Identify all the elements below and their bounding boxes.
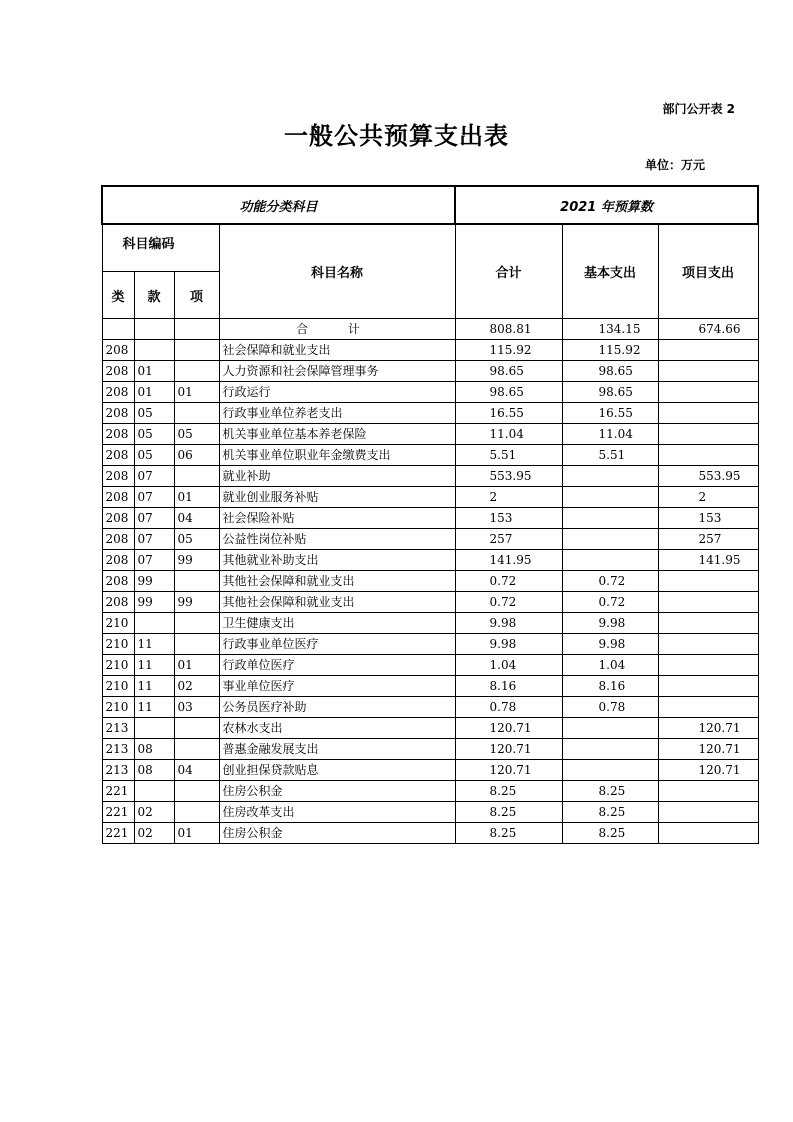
subject-name-cell: 卫生健康支出	[219, 613, 455, 634]
table-row	[102, 466, 758, 487]
subject-name-cell: 人力资源和社会保障管理事务	[219, 361, 455, 382]
kuan-cell: 01	[134, 361, 174, 382]
table-row	[102, 361, 758, 382]
basic-cell: 8.16	[562, 676, 658, 697]
kuan-cell: 05	[134, 403, 174, 424]
basic-cell	[562, 760, 658, 781]
project-cell: 120.71	[658, 760, 758, 781]
basic-cell: 8.25	[562, 781, 658, 802]
basic-cell	[562, 466, 658, 487]
kuan-cell: 99	[134, 571, 174, 592]
lei-cell: 210	[102, 697, 134, 718]
basic-cell: 8.25	[562, 802, 658, 823]
basic-cell: 0.72	[562, 571, 658, 592]
total-cell: 120.71	[455, 739, 562, 760]
lei-cell: 213	[102, 760, 134, 781]
lei-cell: 221	[102, 802, 134, 823]
total-project-cell: 674.66	[658, 319, 758, 340]
basic-cell: 11.04	[562, 424, 658, 445]
kuan-cell: 05	[134, 445, 174, 466]
basic-cell: 98.65	[562, 382, 658, 403]
project-cell	[658, 781, 758, 802]
basic-cell: 9.98	[562, 634, 658, 655]
kuan-cell: 02	[134, 823, 174, 844]
budget-table-container	[101, 185, 759, 844]
project-cell	[658, 823, 758, 844]
project-cell	[658, 676, 758, 697]
kuan-cell: 11	[134, 697, 174, 718]
kuan-cell: 07	[134, 550, 174, 571]
table-body	[102, 319, 758, 844]
lei-cell: 208	[102, 487, 134, 508]
table-row	[102, 718, 758, 739]
project-cell	[658, 382, 758, 403]
table-row	[102, 760, 758, 781]
subject-name-cell: 就业创业服务补贴	[219, 487, 455, 508]
table-row	[102, 445, 758, 466]
total-sum-cell: 808.81	[455, 319, 562, 340]
total-cell: 115.92	[455, 340, 562, 361]
total-cell: 120.71	[455, 718, 562, 739]
lei-cell: 210	[102, 655, 134, 676]
lei-cell: 208	[102, 382, 134, 403]
table-row	[102, 550, 758, 571]
xiang-cell: 99	[174, 550, 219, 571]
total-cell: 2	[455, 487, 562, 508]
basic-cell: 98.65	[562, 361, 658, 382]
header-row-group	[102, 186, 758, 224]
total-cell: 8.25	[455, 781, 562, 802]
lei-cell: 213	[102, 739, 134, 760]
basic-cell: 0.78	[562, 697, 658, 718]
xiang-cell	[174, 361, 219, 382]
basic-cell: 0.72	[562, 592, 658, 613]
project-cell	[658, 655, 758, 676]
basic-cell	[562, 739, 658, 760]
subject-name-cell: 行政单位医疗	[219, 655, 455, 676]
project-cell: 153	[658, 508, 758, 529]
xiang-cell: 04	[174, 508, 219, 529]
xiang-cell: 01	[174, 487, 219, 508]
subject-name-cell: 住房改革支出	[219, 802, 455, 823]
table-row	[102, 529, 758, 550]
project-cell: 141.95	[658, 550, 758, 571]
xiang-cell: 02	[174, 676, 219, 697]
xiang-cell: 01	[174, 823, 219, 844]
table-row	[102, 403, 758, 424]
subject-name-cell: 社会保障和就业支出	[219, 340, 455, 361]
xiang-cell	[174, 571, 219, 592]
basic-cell	[562, 550, 658, 571]
header-row-columns	[102, 224, 758, 272]
total-cell: 553.95	[455, 466, 562, 487]
kuan-cell: 11	[134, 655, 174, 676]
lei-cell: 208	[102, 592, 134, 613]
table-row	[102, 697, 758, 718]
basic-cell: 1.04	[562, 655, 658, 676]
subject-name-cell: 事业单位医疗	[219, 676, 455, 697]
kuan-cell: 05	[134, 424, 174, 445]
table-row	[102, 823, 758, 844]
lei-cell: 208	[102, 508, 134, 529]
project-cell	[658, 403, 758, 424]
xiang-cell	[174, 739, 219, 760]
kuan-cell: 11	[134, 676, 174, 697]
xiang-cell	[174, 613, 219, 634]
total-basic-cell: 134.15	[562, 319, 658, 340]
total-cell: 98.65	[455, 382, 562, 403]
table-row	[102, 571, 758, 592]
basic-cell	[562, 487, 658, 508]
lei-cell: 208	[102, 445, 134, 466]
unit-label: 单位：万元	[644, 158, 705, 172]
table-row	[102, 340, 758, 361]
total-header: 合计	[455, 224, 562, 319]
total-cell: 8.25	[455, 823, 562, 844]
lei-cell: 221	[102, 781, 134, 802]
subject-name-cell: 行政事业单位养老支出	[219, 403, 455, 424]
lei-cell: 208	[102, 361, 134, 382]
total-cell: 5.51	[455, 445, 562, 466]
lei-cell: 208	[102, 466, 134, 487]
kuan-cell: 08	[134, 739, 174, 760]
total-label: 合 计	[219, 319, 455, 340]
lei-cell: 208	[102, 424, 134, 445]
project-cell	[658, 592, 758, 613]
kuan-header: 款	[134, 272, 174, 319]
xiang-cell	[174, 340, 219, 361]
project-cell: 120.71	[658, 739, 758, 760]
project-cell	[658, 697, 758, 718]
subject-name-cell: 社会保险补贴	[219, 508, 455, 529]
total-cell: 98.65	[455, 361, 562, 382]
total-cell: 16.55	[455, 403, 562, 424]
function-classification-header: 功能分类科目	[102, 186, 455, 224]
subject-name-cell: 机关事业单位基本养老保险	[219, 424, 455, 445]
total-row	[102, 319, 758, 340]
project-expenditure-header: 项目支出	[658, 224, 758, 319]
xiang-cell: 01	[174, 382, 219, 403]
lei-cell: 208	[102, 403, 134, 424]
kuan-cell: 99	[134, 592, 174, 613]
basic-expenditure-header: 基本支出	[562, 224, 658, 319]
kuan-cell	[134, 718, 174, 739]
total-cell: 9.98	[455, 613, 562, 634]
form-code: 部门公开表 2	[662, 102, 735, 116]
subject-code-header: 科目编码	[102, 224, 219, 272]
basic-cell: 8.25	[562, 823, 658, 844]
basic-cell: 16.55	[562, 403, 658, 424]
total-cell: 0.78	[455, 697, 562, 718]
total-cell: 8.25	[455, 802, 562, 823]
project-cell	[658, 361, 758, 382]
total-cell: 257	[455, 529, 562, 550]
xiang-cell	[174, 781, 219, 802]
subject-name-cell: 就业补助	[219, 466, 455, 487]
basic-cell	[562, 529, 658, 550]
table-row	[102, 802, 758, 823]
lei-cell: 210	[102, 613, 134, 634]
kuan-cell	[134, 613, 174, 634]
xiang-cell: 99	[174, 592, 219, 613]
project-cell	[658, 340, 758, 361]
subject-name-cell: 农林水支出	[219, 718, 455, 739]
xiang-cell: 04	[174, 760, 219, 781]
total-cell: 153	[455, 508, 562, 529]
table-row	[102, 424, 758, 445]
xiang-cell	[174, 718, 219, 739]
subject-name-cell: 公益性岗位补贴	[219, 529, 455, 550]
kuan-cell: 02	[134, 802, 174, 823]
table-row	[102, 781, 758, 802]
lei-cell: 208	[102, 529, 134, 550]
kuan-cell: 08	[134, 760, 174, 781]
kuan-cell: 07	[134, 508, 174, 529]
xiang-cell: 05	[174, 529, 219, 550]
project-cell	[658, 634, 758, 655]
project-cell: 120.71	[658, 718, 758, 739]
total-cell: 0.72	[455, 592, 562, 613]
table-row	[102, 592, 758, 613]
total-cell: 9.98	[455, 634, 562, 655]
lei-cell: 213	[102, 718, 134, 739]
lei-header: 类	[102, 272, 134, 319]
subject-name-cell: 公务员医疗补助	[219, 697, 455, 718]
subject-name-cell: 其他社会保障和就业支出	[219, 592, 455, 613]
xiang-cell: 05	[174, 424, 219, 445]
lei-cell: 208	[102, 550, 134, 571]
subject-name-cell: 其他就业补助支出	[219, 550, 455, 571]
lei-cell: 210	[102, 676, 134, 697]
kuan-cell: 01	[134, 382, 174, 403]
basic-cell	[562, 508, 658, 529]
total-cell: 141.95	[455, 550, 562, 571]
table-row	[102, 508, 758, 529]
kuan-cell: 11	[134, 634, 174, 655]
kuan-cell: 07	[134, 529, 174, 550]
kuan-cell	[134, 781, 174, 802]
project-cell	[658, 613, 758, 634]
xiang-cell: 03	[174, 697, 219, 718]
total-cell: 11.04	[455, 424, 562, 445]
table-row	[102, 655, 758, 676]
xiang-header: 项	[174, 272, 219, 319]
basic-cell: 5.51	[562, 445, 658, 466]
basic-cell: 115.92	[562, 340, 658, 361]
table-row	[102, 382, 758, 403]
subject-name-cell: 创业担保贷款贴息	[219, 760, 455, 781]
table-row	[102, 634, 758, 655]
project-cell: 553.95	[658, 466, 758, 487]
total-cell: 120.71	[455, 760, 562, 781]
kuan-cell	[134, 340, 174, 361]
project-cell: 257	[658, 529, 758, 550]
total-cell: 1.04	[455, 655, 562, 676]
xiang-cell	[174, 802, 219, 823]
budget-year-header: 2021 年预算数	[455, 186, 758, 224]
lei-cell: 208	[102, 340, 134, 361]
subject-name-cell: 住房公积金	[219, 781, 455, 802]
budget-table	[101, 185, 759, 844]
table-row	[102, 613, 758, 634]
project-cell	[658, 445, 758, 466]
table-row	[102, 676, 758, 697]
kuan-cell: 07	[134, 466, 174, 487]
kuan-cell: 07	[134, 487, 174, 508]
subject-name-cell: 其他社会保障和就业支出	[219, 571, 455, 592]
table-row	[102, 487, 758, 508]
page-title: 一般公共预算支出表	[284, 122, 509, 150]
lei-cell: 221	[102, 823, 134, 844]
lei-cell: 208	[102, 571, 134, 592]
project-cell	[658, 571, 758, 592]
subject-name-cell: 行政事业单位医疗	[219, 634, 455, 655]
subject-name-cell: 行政运行	[219, 382, 455, 403]
lei-cell: 210	[102, 634, 134, 655]
xiang-cell: 01	[174, 655, 219, 676]
project-cell	[658, 802, 758, 823]
project-cell	[658, 424, 758, 445]
project-cell: 2	[658, 487, 758, 508]
subject-name-cell: 普惠金融发展支出	[219, 739, 455, 760]
xiang-cell	[174, 634, 219, 655]
basic-cell	[562, 718, 658, 739]
xiang-cell	[174, 403, 219, 424]
xiang-cell	[174, 466, 219, 487]
table-row	[102, 739, 758, 760]
total-cell: 8.16	[455, 676, 562, 697]
basic-cell: 9.98	[562, 613, 658, 634]
xiang-cell: 06	[174, 445, 219, 466]
subject-name-cell: 机关事业单位职业年金缴费支出	[219, 445, 455, 466]
subject-name-cell: 住房公积金	[219, 823, 455, 844]
total-cell: 0.72	[455, 571, 562, 592]
subject-name-header: 科目名称	[219, 224, 455, 319]
